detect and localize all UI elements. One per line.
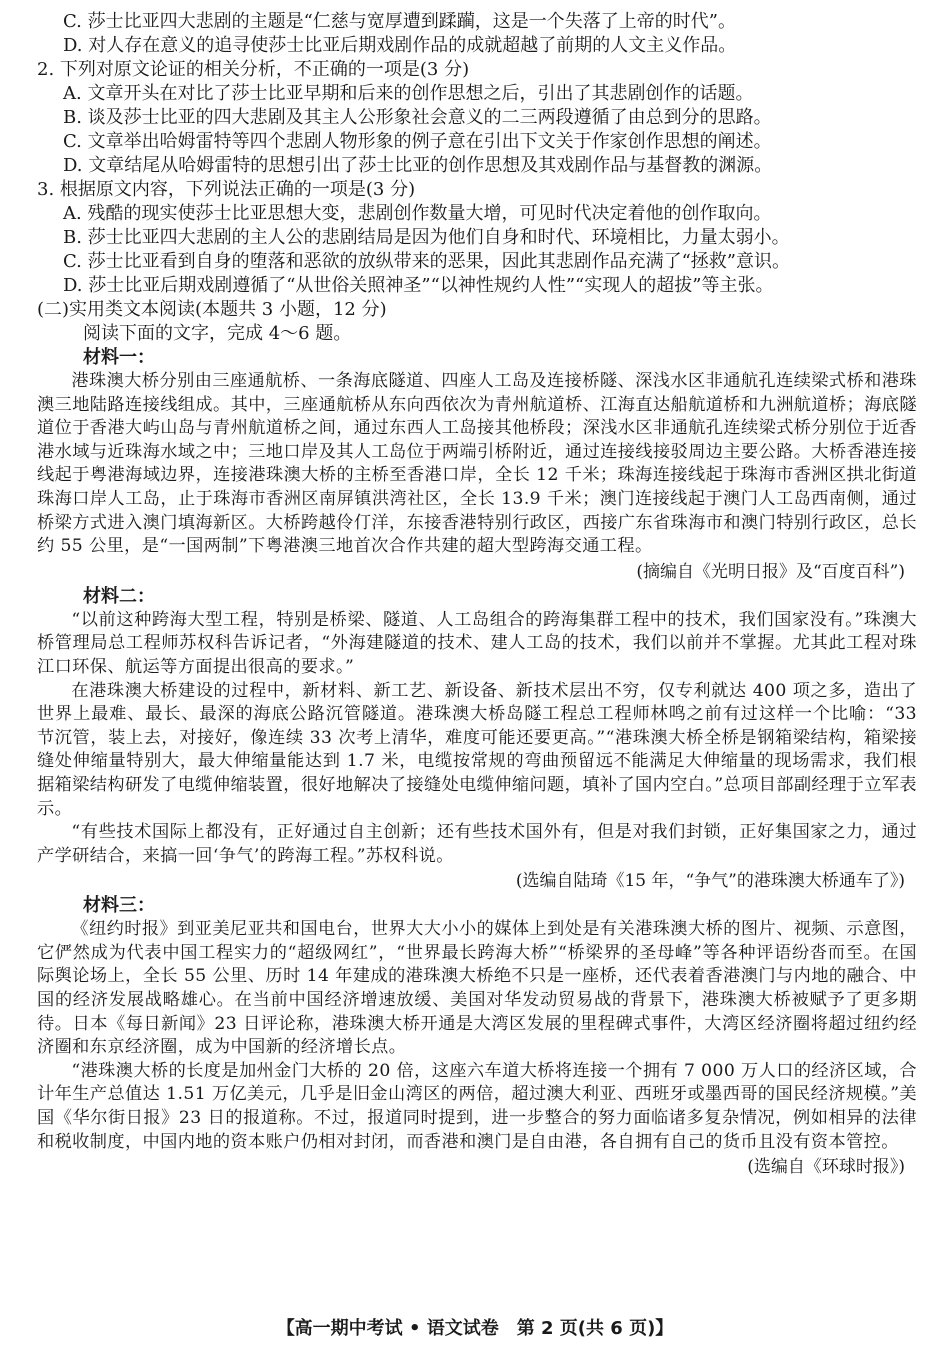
material1-title: 材料一： <box>83 347 155 368</box>
material2-paragraph: “有些技术国际上都没有，正好通过自主创新；还有些技术国外有，但是对我们封锁，正好集国家之力，通过产学研结合，来搞一回‘争气’的跨海工程。”苏权科说。 <box>37 822 917 866</box>
exam-page <box>37 10 917 1180</box>
material2-title: 材料二： <box>83 585 155 607</box>
material2-source: (选编自陆琦《15 年，“争气”的港珠澳大桥通车了》) <box>515 871 905 892</box>
q3-option-a: A. 残酷的现实使莎士比亚思想大变，悲剧创作数量大增，可见时代决定着他的创作取向。 <box>63 203 772 224</box>
material3-body <box>37 918 917 1154</box>
q2-option-a: A. 文章开头在对比了莎士比亚早期和后来的创作思想之后，引出了其悲剧创作的话题。 <box>63 83 754 104</box>
material3-paragraph: “港珠澳大桥的长度是加州金门大桥的 20 倍，这座六车道大桥将连接一个拥有 7 000 万人口的经济区域，合计年生产总值达 1.51 万亿美元，几乎是旧金山湾区的两倍，超过澳大利亚、西班牙或墨西哥的国民经济规模。”美国《华尔街日报》23 日的报道称。不过，报道同时提到，进一步整合的努力面临诸多复杂情况，例如相异的法律和税收制度，中国内地的资本账户仍相对封闭，而香港和澳门是自由港，各自拥有自己的货币且没有资本管控。 <box>37 1060 917 1152</box>
q3-option-b: B. 莎士比亚四大悲剧的主人公的悲剧结局是因为他们自身和时代、环境相比，力量太弱小。 <box>63 227 790 248</box>
material2-paragraph: “以前这种跨海大型工程，特别是桥梁、隧道、人工岛组合的跨海集群工程中的技术，我们国家没有。”珠澳大桥管理局总工程师苏权科告诉记者，“外海建隧道的技术、建人工岛的技术，我们以前并不掌握。尤其此工程对珠江口环保、航运等方面提出很高的要求。” <box>37 609 917 677</box>
q1-option-c: C. 莎士比亚四大悲剧的主题是“仁慈与宽厚遭到蹂躏，这是一个失落了上帝的时代”。 <box>63 11 736 32</box>
material2-body <box>37 609 917 869</box>
material2-paragraph: 在港珠澳大桥建设的过程中，新材料、新工艺、新设备、新技术层出不穷，仅专利就达 400 项之多，造出了世界上最难、最长、最深的海底公路沉管隧道。港珠澳大桥岛隧工程总工程师林鸣之前有过这样一个比喻：“33 节沉管，装上去，对接好，像连续 33 次考上清华，难度可能还要更高。”“港珠澳大桥全桥是钢箱梁结构，箱梁接缝处伸缩量特别大，最大伸缩量能达到 1.7 米，电缆按常规的弯曲预留远不能满足大伸缩量的现场需求，我们根据箱梁结构研发了电缆伸缩装置，很好地解决了接缝处电缆伸缩问题，填补了国内空白。”总项目部副经理于立军表示。 <box>37 680 917 819</box>
material1-source: (摘编自《光明日报》及“百度百科”) <box>636 561 905 582</box>
section2-heading: (二)实用类文本阅读(本题共 3 小题，12 分) <box>37 299 387 320</box>
material1-paragraph: 港珠澳大桥分别由三座通航桥、一条海底隧道、四座人工岛及连接桥隧、深浅水区非通航孔连续梁式桥和港珠澳三地陆路连接线组成。其中，三座通航桥从东向西依次为青州航道桥、江海直达船航道桥和九洲航道桥；海底隧道位于香港大屿山岛与青州航道桥之间，通过东西人工岛接其他桥段；深浅水区非通航孔连续梁式桥分别位于近香港水域与近珠海水域之中；三地口岸及其人工岛位于两端引桥附近，通过连接线接驳周边主要公路。大桥香港连接线起于粤港海域边界，连接港珠澳大桥的主桥至香港口岸，全长 12 千米；珠海连接线起于珠海市香洲区拱北街道珠海口岸人工岛，止于珠海市香洲区南屏镇洪湾社区，全长 13.9 千米；澳门连接线起于澳门人工岛西南侧，通过桥梁方式进入澳门填海新区。大桥跨越伶仃洋，东接香港特别行政区，西接广东省珠海市和澳门特别行政区，总长约 55 公里，是“一国两制”下粤港澳三地首次合作共建的超大型跨海交通工程。 <box>37 371 917 557</box>
material3-title: 材料三： <box>83 895 155 917</box>
q2-option-c: C. 文章举出哈姆雷特等四个悲剧人物形象的例子意在引出下文关于作家创作思想的阐述。 <box>63 131 772 152</box>
q3-stem: 3. 根据原文内容，下列说法正确的一项是(3 分) <box>37 179 416 200</box>
page-footer: 【高一期中考试 • 语文试卷 第 2 页(共 6 页)】 <box>276 1318 674 1339</box>
q2-option-b: B. 谈及莎士比亚的四大悲剧及其主人公形象社会意义的二三两段遵循了由总到分的思路。 <box>63 107 772 128</box>
section2-intro: 阅读下面的文字，完成 4～6 题。 <box>83 323 352 344</box>
q3-option-d: D. 莎士比亚后期戏剧遵循了“从世俗关照神圣”“以神性规约人性”“实现人的超拔”等主张。 <box>63 275 774 296</box>
material1-body <box>37 370 917 559</box>
q2-option-d: D. 文章结尾从哈姆雷特的思想引出了莎士比亚的创作思想及其戏剧作品与基督教的渊源。 <box>63 155 773 176</box>
material3-source: (选编自《环球时报》) <box>747 1157 905 1178</box>
material3-paragraph: 《纽约时报》到亚美尼亚共和国电台，世界大大小小的媒体上到处是有关港珠澳大桥的图片、视频、示意图，它俨然成为代表中国工程实力的“超级网红”，“世界最长跨海大桥”“桥梁界的圣母峰”等各种评语纷沓而至。在国际舆论场上，全长 55 公里、历时 14 年建成的港珠澳大桥绝不只是一座桥，还代表着香港澳门与内地的融合、中国的经济发展战略雄心。在当前中国经济增速放缓、美国对华发动贸易战的背景下，港珠澳大桥被赋予了更多期待。日本《每日新闻》23 日评论称，港珠澳大桥开通是大湾区发展的里程碑式事件，大湾区经济圈将超过纽约经济圈和东京经济圈，成为中国新的经济增长点。 <box>37 919 917 1058</box>
q3-option-c: C. 莎士比亚看到自身的堕落和恶欲的放纵带来的恶果，因此其悲剧作品充满了“拯救”意识。 <box>63 251 790 272</box>
q2-stem: 2. 下列对原文论证的相关分析，不正确的一项是(3 分) <box>37 59 470 80</box>
q1-option-d: D. 对人存在意义的追寻使莎士比亚后期戏剧作品的成就超越了前期的人文主义作品。 <box>63 35 737 56</box>
